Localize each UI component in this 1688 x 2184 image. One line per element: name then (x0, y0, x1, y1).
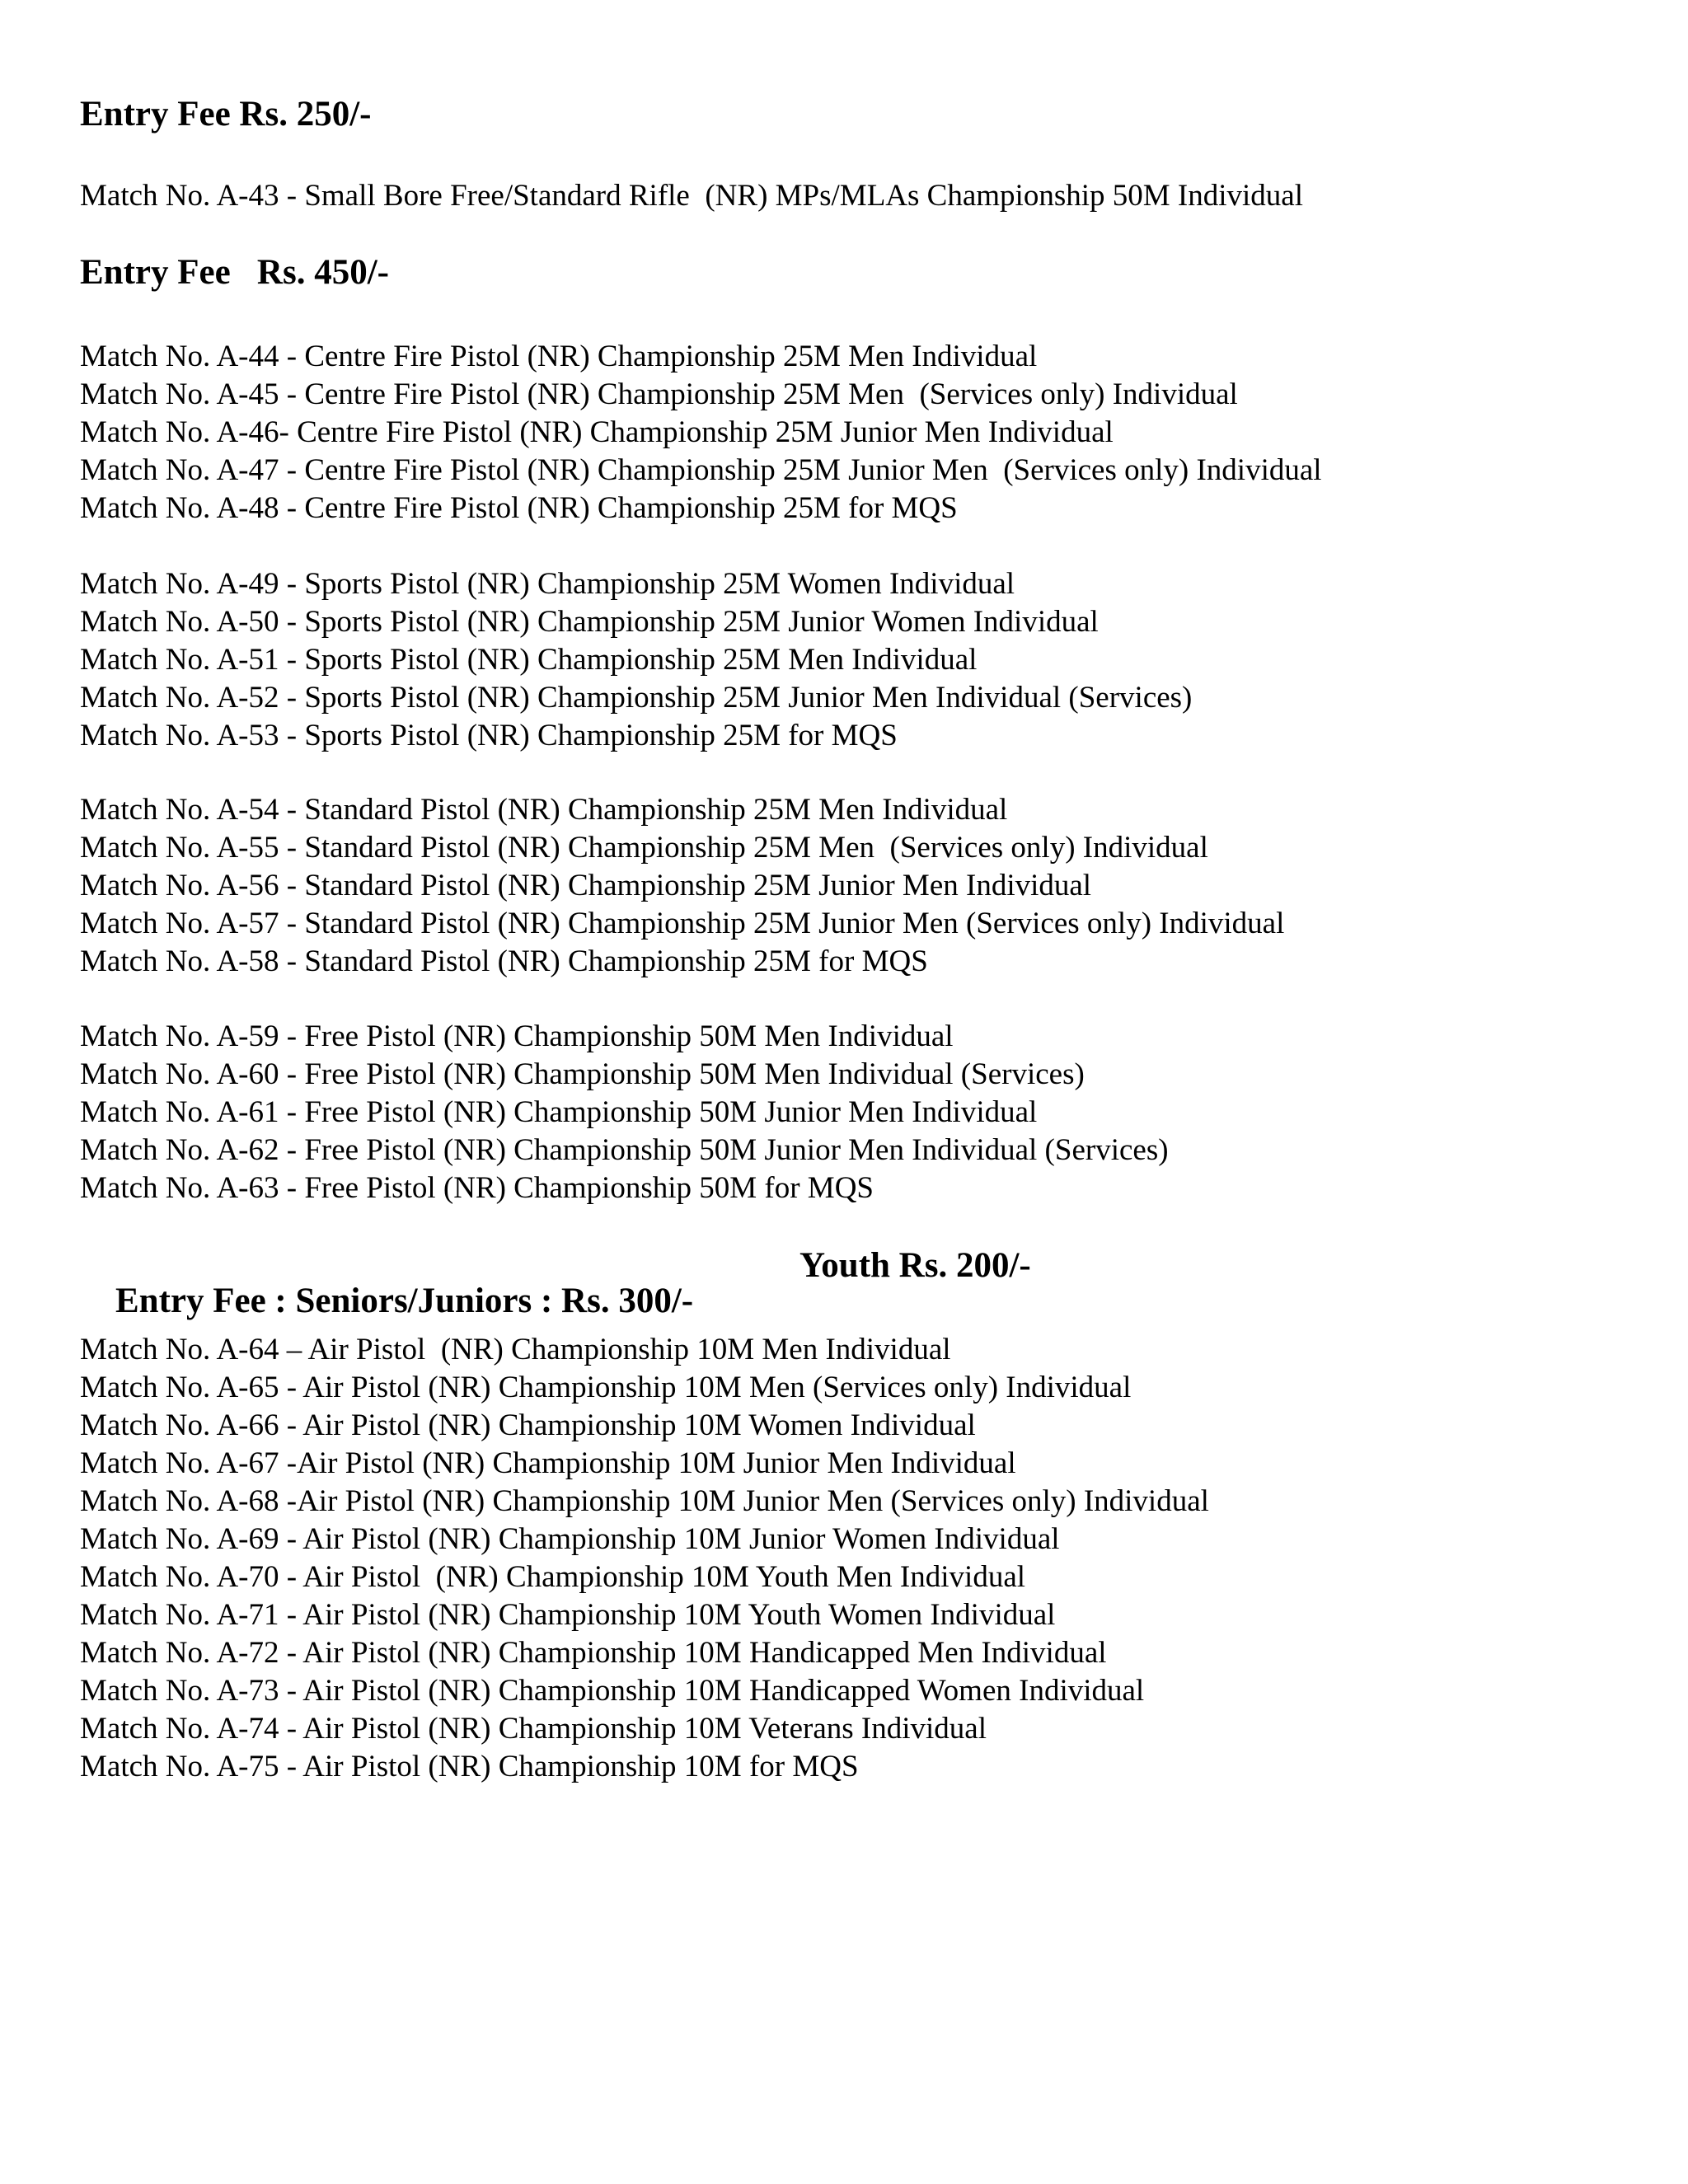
match-line-a71: Match No. A-71 - Air Pistol (NR) Championship 10M Youth Women Individual (80, 1598, 1056, 1632)
match-line-a61: Match No. A-61 - Free Pistol (NR) Championship 50M Junior Men Individual (80, 1095, 1038, 1129)
match-line-a47: Match No. A-47 - Centre Fire Pistol (NR) Championship 25M Junior Men (Services only) Individual (80, 453, 1322, 487)
match-line-a69: Match No. A-69 - Air Pistol (NR) Championship 10M Junior Women Individual (80, 1522, 1060, 1556)
match-line-a62: Match No. A-62 - Free Pistol (NR) Championship 50M Junior Men Individual (Services) (80, 1133, 1169, 1167)
heading-youth-fee: Youth Rs. 200/- (799, 1246, 1031, 1285)
match-line-a75: Match No. A-75 - Air Pistol (NR) Championship 10M for MQS (80, 1750, 859, 1783)
match-line-a65: Match No. A-65 - Air Pistol (NR) Championship 10M Men (Services only) Individual (80, 1371, 1132, 1404)
heading-entry-fee-250: Entry Fee Rs. 250/- (80, 95, 372, 134)
match-line-a54: Match No. A-54 - Standard Pistol (NR) Championship 25M Men Individual (80, 793, 1008, 827)
match-line-a73: Match No. A-73 - Air Pistol (NR) Championship 10M Handicapped Women Individual (80, 1674, 1145, 1708)
match-line-a67: Match No. A-67 -Air Pistol (NR) Championship 10M Junior Men Individual (80, 1446, 1016, 1480)
match-line-a43: Match No. A-43 - Small Bore Free/Standard Rifle (NR) MPs/MLAs Championship 50M Individual (80, 179, 1303, 213)
match-line-a68: Match No. A-68 -Air Pistol (NR) Championship 10M Junior Men (Services only) Individual (80, 1484, 1209, 1518)
match-line-a63: Match No. A-63 - Free Pistol (NR) Championship 50M for MQS (80, 1171, 874, 1205)
match-line-a74: Match No. A-74 - Air Pistol (NR) Championship 10M Veterans Individual (80, 1712, 987, 1746)
heading-entry-fee-450: Entry Fee Rs. 450/- (80, 253, 389, 292)
heading-seniors-juniors-fee: Entry Fee : Seniors/Juniors : Rs. 300/- (115, 1282, 694, 1320)
match-group-standard-pistol (80, 791, 1284, 981)
match-line-a55: Match No. A-55 - Standard Pistol (NR) Championship 25M Men (Services only) Individual (80, 831, 1208, 865)
match-line-a64: Match No. A-64 – Air Pistol (NR) Championship 10M Men Individual (80, 1333, 951, 1366)
match-line-a66: Match No. A-66 - Air Pistol (NR) Championship 10M Women Individual (80, 1408, 976, 1442)
match-group-centre-fire-pistol (80, 338, 1322, 527)
match-line-a72: Match No. A-72 - Air Pistol (NR) Championship 10M Handicapped Men Individual (80, 1636, 1107, 1670)
match-line-a52: Match No. A-52 - Sports Pistol (NR) Championship 25M Junior Men Individual (Services) (80, 681, 1193, 715)
match-group-sports-pistol (80, 565, 1192, 755)
match-line-a49: Match No. A-49 - Sports Pistol (NR) Championship 25M Women Individual (80, 567, 1015, 601)
match-line-a48: Match No. A-48 - Centre Fire Pistol (NR) Championship 25M for MQS (80, 491, 958, 525)
match-line-a46: Match No. A-46- Centre Fire Pistol (NR) Championship 25M Junior Men Individual (80, 415, 1114, 449)
match-line-a59: Match No. A-59 - Free Pistol (NR) Championship 50M Men Individual (80, 1019, 954, 1053)
match-line-a57: Match No. A-57 - Standard Pistol (NR) Championship 25M Junior Men (Services only) Individual (80, 907, 1285, 940)
match-list-fee-250 (80, 177, 1303, 215)
match-group-air-pistol (80, 1331, 1209, 1786)
match-line-a51: Match No. A-51 - Sports Pistol (NR) Championship 25M Men Individual (80, 643, 978, 677)
match-line-a56: Match No. A-56 - Standard Pistol (NR) Championship 25M Junior Men Individual (80, 869, 1092, 902)
match-line-a44: Match No. A-44 - Centre Fire Pistol (NR) Championship 25M Men Individual (80, 340, 1038, 373)
match-line-a50: Match No. A-50 - Sports Pistol (NR) Championship 25M Junior Women Individual (80, 605, 1099, 639)
match-line-a45: Match No. A-45 - Centre Fire Pistol (NR) Championship 25M Men (Services only) Individual (80, 377, 1238, 411)
match-line-a70: Match No. A-70 - Air Pistol (NR) Championship 10M Youth Men Individual (80, 1560, 1026, 1594)
match-line-a53: Match No. A-53 - Sports Pistol (NR) Championship 25M for MQS (80, 719, 898, 752)
match-line-a58: Match No. A-58 - Standard Pistol (NR) Championship 25M for MQS (80, 944, 928, 978)
match-line-a60: Match No. A-60 - Free Pistol (NR) Championship 50M Men Individual (Services) (80, 1057, 1085, 1091)
match-group-free-pistol (80, 1018, 1169, 1207)
